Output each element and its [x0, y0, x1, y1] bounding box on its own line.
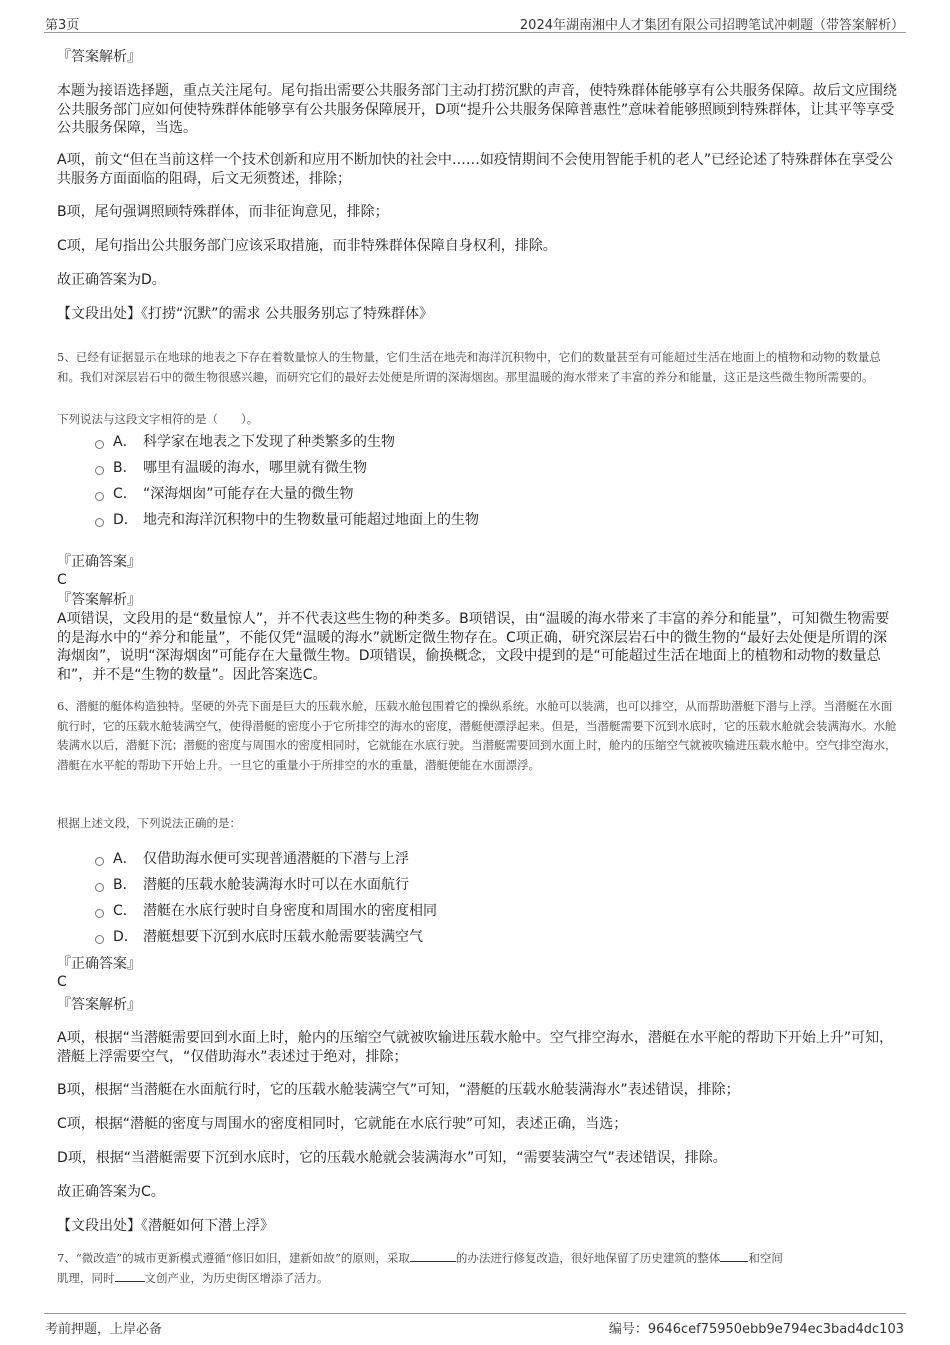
- footer-divider: [44, 1313, 906, 1314]
- radio-icon[interactable]: [95, 857, 104, 866]
- q4-analysis-option-a: A项，前文“但在当前这样一个技术创新和应用不断加快的社会中……如疫情期间不会使用智能手机的老人”已经论述了特殊群体在享受公共服务方面面临的阻碍，后文无须赘述，排除；: [57, 152, 894, 187]
- document-title: 2024年湖南湘中人才集团有限公司招聘笔试冲刺题（带答案解析）: [519, 18, 904, 33]
- q5-answer: C: [57, 572, 67, 588]
- q4-source: 【文段出处】《打捞“沉默”的需求 公共服务别忘了特殊群体》: [57, 306, 433, 322]
- q5-option-d[interactable]: [95, 511, 479, 529]
- q6-option-d[interactable]: [95, 928, 423, 946]
- option-text: 科学家在地表之下发现了种类繁多的生物: [143, 434, 395, 450]
- q7-text-3: 和空间: [748, 1251, 783, 1265]
- option-text: 仅借助海水便可实现普通潜艇的下潜与上浮: [143, 851, 409, 867]
- radio-icon[interactable]: [95, 518, 104, 527]
- radio-icon[interactable]: [95, 440, 104, 449]
- q6-source: 【文段出处】《潜艇如何下潜上浮》: [57, 1218, 274, 1234]
- page-number: 第3页: [45, 18, 80, 33]
- option-letter: A．: [113, 434, 137, 450]
- option-letter: D．: [113, 512, 138, 528]
- option-letter: C．: [113, 486, 137, 502]
- option-text: 哪里有温暖的海水，哪里就有微生物: [143, 460, 367, 476]
- radio-icon[interactable]: [95, 909, 104, 918]
- option-text: 地壳和海洋沉积物中的生物数量可能超过地面上的生物: [143, 512, 479, 528]
- q7-text-5: 文创产业，为历史街区增添了活力。: [144, 1270, 329, 1285]
- option-text: 潜艇的压载水舱装满海水时可以在水面航行: [143, 877, 409, 893]
- fill-blank-1: [410, 1249, 456, 1262]
- footer-code: [609, 1318, 904, 1337]
- q4-analysis-option-c: C项，尾句指出公共服务部门应该采取措施，而非特殊群体保障自身权利，排除。: [57, 238, 557, 254]
- q4-analysis-paragraph: 本题为接语选择题，重点关注尾句。尾句指出需要公共服务部门主动打捞沉默的声音，使特殊群体能够享有公共服务保障。故后文应围绕公共服务部门应如何使特殊群体能够享有公共服务保障展开，D项“提升公共服务保障普惠性”意味着能够照顾到特殊群体，让其平等享受公共服务保障，当选。: [57, 83, 897, 137]
- radio-icon[interactable]: [95, 492, 104, 501]
- footer-code-label: 编号：: [608, 1322, 648, 1337]
- q6-prompt: 根据上述文段，下列说法正确的是：: [57, 816, 241, 830]
- fill-blank-3: [115, 1269, 145, 1282]
- q4-analysis-option-b: B项，尾句强调照顾特殊群体，而非征询意见，排除；: [57, 204, 389, 220]
- q5-prompt: 下列说法与这段文字相符的是（ ）。: [57, 412, 259, 426]
- q5-analysis: A项错误，文段用的是“数量惊人”，并不代表这些生物的种类多。B项错误，由“温暖的海水带来了丰富的养分和能量”，可知微生物需要的是海水中的“养分和能量”，不能仅凭“温暖的海水”就断定微生物存在。C项正确，研究深层岩石中的微生物的“最好去处便是所谓的深海烟囱”，说明“深海烟囱”可能存在大量微生物。D项错误，偷换概念，文段中提到的是“可能超过生活在地面上的植物和动物的数量总和”，并不是“生物的数量”。因此答案选C。: [57, 611, 890, 683]
- q7-passage: [57, 1249, 902, 1288]
- q6-conclusion: 故正确答案为C。: [57, 1184, 165, 1200]
- q5-passage: 5、已经有证据显示在地球的地表之下存在着数量惊人的生物量，它们生活在地壳和海洋沉积物中，它们的数量甚至有可能超过生活在地面上的植物和动物的数量总和。我们对深层岩石中的微生物很感兴趣，而研究它们的最好去处便是所谓的深海烟囱。那里温暖的海水带来了丰富的养分和能量，这正是这些微生物所需要的。: [57, 350, 881, 384]
- option-letter: B．: [113, 877, 137, 893]
- q5-option-a[interactable]: [95, 433, 395, 451]
- q7-text-4: 肌理，同时: [57, 1270, 115, 1285]
- q5-option-c[interactable]: [95, 485, 354, 503]
- q6-answer: C: [57, 974, 67, 990]
- option-text: 潜艇在水底行驶时自身密度和周围水的密度相同: [143, 903, 437, 919]
- q6-option-b[interactable]: [95, 876, 409, 894]
- option-letter: D．: [113, 929, 138, 945]
- footer-slogan: 考前押题，上岸必备: [45, 1322, 163, 1337]
- fill-blank-2: [720, 1249, 748, 1262]
- q6-answer-heading: 『正确答案』: [57, 956, 141, 972]
- footer-code-value: 9646cef75950ebb9e794ec3bad4dc103: [647, 1322, 904, 1337]
- q6-analysis-option-a: A项，根据“当潜艇需要回到水面上时，舱内的压缩空气就被吹输进压载水舱中。空气排空海水，潜艇在水平舵的帮助下开始上升”可知，潜艇上浮需要空气，“仅借助海水”表述过于绝对，排除；: [57, 1030, 894, 1065]
- option-text: “深海烟囱”可能存在大量的微生物: [143, 486, 354, 502]
- q5-answer-heading: 『正确答案』: [57, 554, 141, 570]
- q6-passage: 6、潜艇的艇体构造独特。坚硬的外壳下面是巨大的压载水舱，压载水舱包围着它的操纵系统。水舱可以装满，也可以排空，从而帮助潜艇下潜与上浮。当潜艇在水面航行时，它的压载水舱装满空气，使得潜艇的密度小于它所排空的海水的密度，潜艇便漂浮起来。但是，当潜艇需要下沉到水底时，它的压载水舱就会装满海水。水舱装满水以后，潜艇下沉；潜艇的密度与周围水的密度相同时，它就能在水底行驶。当潜艇需要回到水面上时，舱内的压缩空气就被吹输进压载水舱中。空气排空海水，潜艇在水平舵的帮助下开始上升。一旦它的重量小于所排空的水的重量，潜艇便能在水面漂浮。: [57, 699, 897, 772]
- q4-conclusion: 故正确答案为D。: [57, 272, 166, 288]
- q6-analysis-heading: 『答案解析』: [57, 997, 141, 1013]
- q6-analysis-option-b: B项，根据“当潜艇在水面航行时，它的压载水舱装满空气”可知，“潜艇的压载水舱装满海水”表述错误，排除；: [57, 1082, 740, 1098]
- radio-icon[interactable]: [95, 883, 104, 892]
- q6-option-c[interactable]: [95, 902, 437, 920]
- q6-analysis-option-d: D项，根据“当潜艇需要下沉到水底时，它的压载水舱就会装满海水”可知，“需要装满空气”表述错误，排除。: [57, 1150, 727, 1166]
- q6-option-a[interactable]: [95, 850, 409, 868]
- q6-analysis-option-c: C项，根据“潜艇的密度与周围水的密度相同时，它就能在水底行驶”可知，表述正确，当选；: [57, 1116, 628, 1132]
- option-text: 潜艇想要下沉到水底时压载水舱需要装满空气: [143, 929, 423, 945]
- q4-analysis-heading: 『答案解析』: [57, 49, 141, 65]
- q7-text-1: 7、“微改造”的城市更新模式遵循“修旧如旧，建新如故”的原则，采取: [57, 1251, 410, 1265]
- q7-text-2: 的办法进行修复改造，很好地保留了历史建筑的整体: [455, 1251, 721, 1265]
- option-letter: C．: [113, 903, 137, 919]
- option-letter: B．: [113, 460, 137, 476]
- header-divider: [44, 32, 906, 33]
- option-letter: A．: [113, 851, 137, 867]
- q5-analysis-heading: 『答案解析』: [57, 592, 141, 608]
- q5-option-b[interactable]: [95, 459, 367, 477]
- radio-icon[interactable]: [95, 466, 104, 475]
- radio-icon[interactable]: [95, 935, 104, 944]
